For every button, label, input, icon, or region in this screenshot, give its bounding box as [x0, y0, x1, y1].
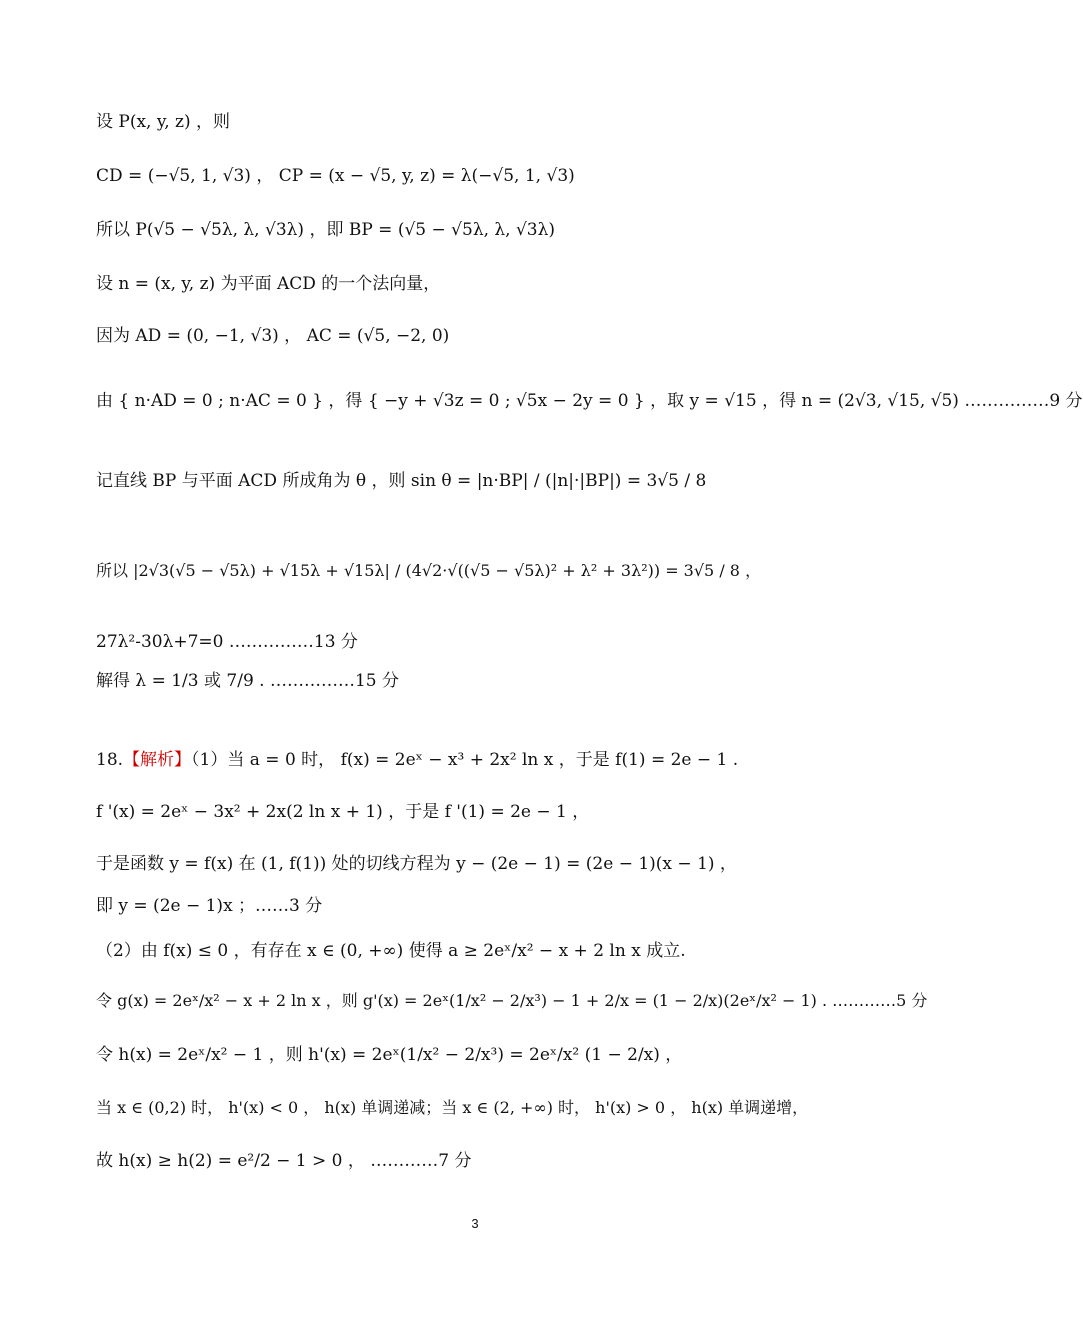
line-15: （2）由 f(x) ≤ 0 ，有存在 x ∈ (0, +∞) 使得 a ≥ 2eˣ/x² − x + 2 ln x 成立.	[96, 941, 686, 961]
line-13: 于是函数 y = f(x) 在 (1, f(1)) 处的切线方程为 y − (2e − 1) = (2e − 1)(x − 1) ，	[96, 854, 737, 874]
analysis-label: 【解析】	[123, 750, 192, 770]
line-11	[96, 748, 910, 772]
question-number: 18.	[96, 750, 124, 770]
line-10: 解得 λ = 1/3 或 7/9 . ……………15 分	[96, 671, 400, 691]
line-9: 27λ²-30λ+7=0 ……………13 分	[96, 632, 358, 652]
line-17: 令 h(x) = 2eˣ/x² − 1 ，则 h'(x) = 2eˣ(1/x² − 2/x³) = 2eˣ/x² (1 − 2/x) ，	[96, 1045, 683, 1065]
line-11-text: （1）当 a = 0 时， f(x) = 2eˣ − x³ + 2x² ln x ，于是 f(1) = 2e − 1 .	[191, 750, 739, 770]
line-3: 所以 P(√5 − √5λ, λ, √3λ) ，即 BP = (√5 − √5λ, λ, √3λ)	[96, 220, 556, 240]
line-14: 即 y = (2e − 1)x ；……3 分	[96, 896, 323, 916]
line-2: CD = (−√5, 1, √3) ， CP = (x − √5, y, z) = λ(−√5, 1, √3)	[96, 166, 575, 186]
line-18: 当 x ∈ (0,2) 时， h'(x) < 0 ， h(x) 单调递减；当 x ∈ (2, +∞) 时， h'(x) > 0 ， h(x) 单调递增，	[96, 1098, 809, 1117]
line-19: 故 h(x) ≥ h(2) = e²/2 − 1 > 0 ， …………7 分	[96, 1151, 472, 1171]
line-5: 因为 AD = (0, −1, √3) ， AC = (√5, −2, 0)	[96, 326, 450, 346]
line-12: f '(x) = 2eˣ − 3x² + 2x(2 ln x + 1) ，于是 f '(1) = 2e − 1 ，	[96, 802, 590, 822]
page-number: 3	[471, 1216, 479, 1231]
line-16: 令 g(x) = 2eˣ/x² − x + 2 ln x ，则 g'(x) = 2eˣ(1/x² − 2/x³) − 1 + 2/x = (1 − 2/x)(2eˣ/x² − 1) . …………5 分	[96, 991, 928, 1010]
line-6: 由 { n·AD = 0 ; n·AC = 0 } ，得 { −y + √3z = 0 ; √5x − 2y = 0 } ，取 y = √15 ，得 n = (2√3, √15, √5) ……………9 分	[96, 391, 1083, 411]
line-1: 设 P(x, y, z) ，则	[96, 112, 231, 132]
line-4: 设 n = (x, y, z) 为平面 ACD 的一个法向量，	[96, 274, 441, 294]
line-7: 记直线 BP 与平面 ACD 所成角为 θ ，则 sin θ = |n·BP| / (|n|·|BP|) = 3√5 / 8	[96, 471, 707, 491]
line-8: 所以 |2√3(√5 − √5λ) + √15λ + √15λ| / (4√2·√((√5 − √5λ)² + λ² + 3λ²)) = 3√5 / 8 ，	[96, 561, 762, 580]
